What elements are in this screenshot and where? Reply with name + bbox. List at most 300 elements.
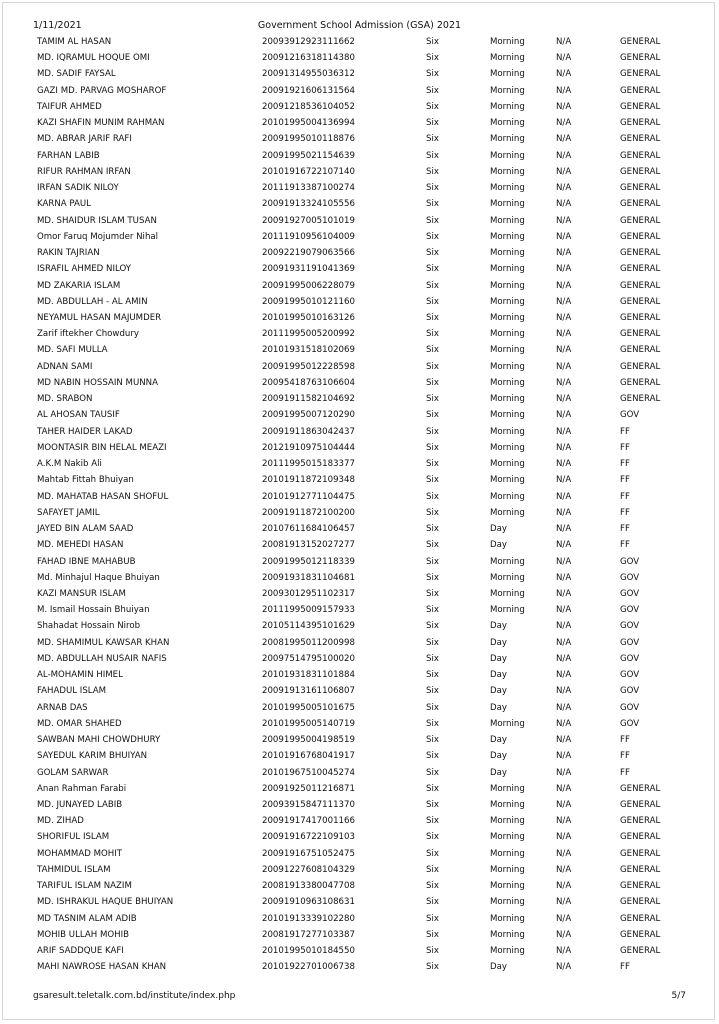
version-cell: N/A: [556, 832, 572, 843]
student-name: RAKIN TAJRIAN: [37, 248, 100, 259]
quota-cell: FF: [620, 426, 630, 437]
student-name: GOLAM SARWAR: [37, 767, 109, 778]
print-date: 1/11/2021: [33, 20, 82, 31]
version-cell: N/A: [556, 913, 572, 924]
quota-cell: GENERAL: [620, 800, 661, 811]
student-name: JAYED BIN ALAM SAAD: [37, 524, 134, 535]
table-row: [0, 862, 719, 878]
version-cell: N/A: [556, 800, 572, 811]
shift-cell: Morning: [490, 199, 525, 210]
table-row: [0, 554, 719, 570]
class-cell: Six: [426, 588, 439, 599]
class-cell: Six: [426, 475, 439, 486]
shift-cell: Morning: [490, 848, 525, 859]
student-name: MD. IQRAMUL HOQUE OMI: [37, 53, 150, 64]
shift-cell: Morning: [490, 800, 525, 811]
shift-cell: Morning: [490, 264, 525, 275]
student-name: ARNAB DAS: [37, 702, 88, 713]
roll-number: 20101995004136994: [262, 118, 355, 129]
quota-cell: GENERAL: [620, 312, 661, 323]
class-cell: Six: [426, 53, 439, 64]
quota-cell: GENERAL: [620, 231, 661, 242]
quota-cell: FF: [620, 767, 630, 778]
class-cell: Six: [426, 101, 439, 112]
roll-number: 20101916768041917: [262, 751, 355, 762]
version-cell: N/A: [556, 735, 572, 746]
student-name: SHORIFUL ISLAM: [37, 832, 110, 843]
table-row: [0, 765, 719, 781]
roll-number: 20093915847111370: [262, 800, 355, 811]
roll-number: 20111995009157933: [262, 605, 355, 616]
shift-cell: Morning: [490, 231, 525, 242]
class-cell: Six: [426, 69, 439, 80]
version-cell: N/A: [556, 215, 572, 226]
roll-number: 20081995011200998: [262, 637, 355, 648]
version-cell: N/A: [556, 410, 572, 421]
class-cell: Six: [426, 410, 439, 421]
table-row: [0, 959, 719, 975]
version-cell: N/A: [556, 718, 572, 729]
table-row: [0, 586, 719, 602]
roll-number: 20081917277103387: [262, 929, 355, 940]
class-cell: Six: [426, 832, 439, 843]
shift-cell: Morning: [490, 280, 525, 291]
shift-cell: Morning: [490, 150, 525, 161]
version-cell: N/A: [556, 69, 572, 80]
version-cell: N/A: [556, 248, 572, 259]
table-row: [0, 618, 719, 634]
shift-cell: Morning: [490, 329, 525, 340]
student-name: KAZI MANSUR ISLAM: [37, 588, 126, 599]
version-cell: N/A: [556, 329, 572, 340]
quota-cell: GENERAL: [620, 215, 661, 226]
table-row: [0, 521, 719, 537]
version-cell: N/A: [556, 929, 572, 940]
roll-number: 20091995021154639: [262, 150, 355, 161]
quota-cell: GENERAL: [620, 345, 661, 356]
student-name: KARNA PAUL: [37, 199, 91, 210]
roll-number: 20101911872109348: [262, 475, 355, 486]
version-cell: N/A: [556, 345, 572, 356]
table-row: [0, 894, 719, 910]
quota-cell: GENERAL: [620, 166, 661, 177]
quota-cell: GOV: [620, 588, 640, 599]
table-row: [0, 310, 719, 326]
roll-number: 20091913161106807: [262, 686, 355, 697]
student-name: FAHADUL ISLAM: [37, 686, 107, 697]
quota-cell: GENERAL: [620, 296, 661, 307]
version-cell: N/A: [556, 816, 572, 827]
shift-cell: Morning: [490, 459, 525, 470]
student-name: TARIFUL ISLAM NAZIM: [37, 881, 132, 892]
quota-cell: GENERAL: [620, 783, 661, 794]
shift-cell: Morning: [490, 361, 525, 372]
quota-cell: GENERAL: [620, 897, 661, 908]
table-row: [0, 602, 719, 618]
student-name: SAWBAN MAHI CHOWDHURY: [37, 735, 161, 746]
class-cell: Six: [426, 653, 439, 664]
student-name: MD. ABDULLAH - AL AMIN: [37, 296, 148, 307]
quota-cell: GOV: [620, 637, 640, 648]
version-cell: N/A: [556, 134, 572, 145]
student-name: ADNAN SAMI: [37, 361, 93, 372]
table-row: [0, 131, 719, 147]
version-cell: N/A: [556, 85, 572, 96]
page-title: Government School Admission (GSA) 2021: [257, 20, 462, 31]
table-row: [0, 667, 719, 683]
table-row: [0, 472, 719, 488]
shift-cell: Morning: [490, 394, 525, 405]
class-cell: Six: [426, 735, 439, 746]
student-name: MD. SADIF FAYSAL: [37, 69, 116, 80]
quota-cell: FF: [620, 524, 630, 535]
table-row: [0, 148, 719, 164]
shift-cell: Morning: [490, 215, 525, 226]
quota-cell: FF: [620, 751, 630, 762]
roll-number: 20101995005101675: [262, 702, 355, 713]
version-cell: N/A: [556, 653, 572, 664]
quota-cell: GOV: [620, 670, 640, 681]
version-cell: N/A: [556, 491, 572, 502]
quota-cell: GENERAL: [620, 929, 661, 940]
table-row: [0, 342, 719, 358]
shift-cell: Morning: [490, 69, 525, 80]
page-number: 5/7: [671, 991, 686, 1001]
table-row: [0, 196, 719, 212]
student-name: MD. SHAMIMUL KAWSAR KHAN: [37, 637, 170, 648]
table-row: [0, 846, 719, 862]
version-cell: N/A: [556, 572, 572, 583]
student-name: MD. MAHATAB HASAN SHOFUL: [37, 491, 169, 502]
roll-number: 20091931191041369: [262, 264, 355, 275]
version-cell: N/A: [556, 101, 572, 112]
quota-cell: GENERAL: [620, 848, 661, 859]
table-row: [0, 732, 719, 748]
student-name: Omor Faruq Mojumder Nihal: [37, 231, 159, 242]
roll-number: 20095418763106604: [262, 377, 355, 388]
shift-cell: Day: [490, 702, 507, 713]
roll-number: 20091995006228079: [262, 280, 355, 291]
table-row: [0, 180, 719, 196]
class-cell: Six: [426, 621, 439, 632]
class-cell: Six: [426, 718, 439, 729]
table-row: [0, 700, 719, 716]
shift-cell: Day: [490, 962, 507, 973]
shift-cell: Morning: [490, 718, 525, 729]
shift-cell: Day: [490, 767, 507, 778]
class-cell: Six: [426, 248, 439, 259]
roll-number: 20091314955036312: [262, 69, 355, 80]
version-cell: N/A: [556, 361, 572, 372]
table-row: [0, 66, 719, 82]
quota-cell: FF: [620, 507, 630, 518]
class-cell: Six: [426, 816, 439, 827]
quota-cell: FF: [620, 491, 630, 502]
roll-number: 20091227608104329: [262, 864, 355, 875]
class-cell: Six: [426, 280, 439, 291]
class-cell: Six: [426, 345, 439, 356]
table-row: [0, 748, 719, 764]
version-cell: N/A: [556, 670, 572, 681]
version-cell: N/A: [556, 507, 572, 518]
version-cell: N/A: [556, 946, 572, 957]
student-name: ARIF SADDQUE KAFI: [37, 946, 124, 957]
quota-cell: GENERAL: [620, 264, 661, 275]
class-cell: Six: [426, 605, 439, 616]
version-cell: N/A: [556, 377, 572, 388]
quota-cell: GENERAL: [620, 53, 661, 64]
version-cell: N/A: [556, 312, 572, 323]
shift-cell: Day: [490, 621, 507, 632]
student-name: RIFUR RAHMAN IRFAN: [37, 166, 131, 177]
quota-cell: GOV: [620, 702, 640, 713]
version-cell: N/A: [556, 118, 572, 129]
table-row: [0, 716, 719, 732]
version-cell: N/A: [556, 605, 572, 616]
roll-number: 20107611684106457: [262, 524, 355, 535]
table-row: [0, 326, 719, 342]
roll-number: 20101995005140719: [262, 718, 355, 729]
shift-cell: Morning: [490, 556, 525, 567]
class-cell: Six: [426, 556, 439, 567]
student-name: MOHIB ULLAH MOHIB: [37, 929, 130, 940]
table-row: [0, 245, 719, 261]
roll-number: 20091910963108631: [262, 897, 355, 908]
quota-cell: GENERAL: [620, 881, 661, 892]
roll-number: 20101931831101884: [262, 670, 355, 681]
version-cell: N/A: [556, 442, 572, 453]
roll-number: 20091995012118339: [262, 556, 355, 567]
roll-number: 20093912923111662: [262, 37, 355, 47]
table-row: [0, 213, 719, 229]
shift-cell: Morning: [490, 312, 525, 323]
admission-list: [0, 34, 719, 976]
roll-number: 20081913152027277: [262, 540, 355, 551]
student-name: MD. ISHRAKUL HAQUE BHUIYAN: [37, 897, 174, 908]
class-cell: Six: [426, 459, 439, 470]
class-cell: Six: [426, 199, 439, 210]
class-cell: Six: [426, 37, 439, 47]
student-name: MAHI NAWROSE HASAN KHAN: [37, 962, 167, 973]
roll-number: 20092219079063566: [262, 248, 355, 259]
shift-cell: Morning: [490, 913, 525, 924]
shift-cell: Morning: [490, 507, 525, 518]
roll-number: 20121910975104444: [262, 442, 355, 453]
quota-cell: GENERAL: [620, 134, 661, 145]
quota-cell: GENERAL: [620, 913, 661, 924]
table-row: [0, 440, 719, 456]
table-row: [0, 943, 719, 959]
shift-cell: Morning: [490, 897, 525, 908]
quota-cell: GOV: [620, 605, 640, 616]
shift-cell: Morning: [490, 37, 525, 47]
shift-cell: Morning: [490, 572, 525, 583]
table-row: [0, 683, 719, 699]
shift-cell: Morning: [490, 864, 525, 875]
roll-number: 20101995010163126: [262, 312, 355, 323]
class-cell: Six: [426, 897, 439, 908]
student-name: Shahadat Hossain Nirob: [37, 621, 141, 632]
version-cell: N/A: [556, 524, 572, 535]
student-name: MOONTASIR BIN HELAL MEAZI: [37, 442, 167, 453]
class-cell: Six: [426, 848, 439, 859]
quota-cell: GENERAL: [620, 946, 661, 957]
version-cell: N/A: [556, 37, 572, 47]
version-cell: N/A: [556, 588, 572, 599]
version-cell: N/A: [556, 767, 572, 778]
roll-number: 20101967510045274: [262, 767, 355, 778]
shift-cell: Day: [490, 670, 507, 681]
roll-number: 20091911863042437: [262, 426, 355, 437]
roll-number: 20091916751052475: [262, 848, 355, 859]
shift-cell: Morning: [490, 410, 525, 421]
roll-number: 20101931518102069: [262, 345, 355, 356]
table-row: [0, 229, 719, 245]
quota-cell: GENERAL: [620, 394, 661, 405]
class-cell: Six: [426, 524, 439, 535]
class-cell: Six: [426, 540, 439, 551]
class-cell: Six: [426, 491, 439, 502]
quota-cell: FF: [620, 475, 630, 486]
student-name: TAIFUR AHMED: [37, 101, 102, 112]
shift-cell: Morning: [490, 53, 525, 64]
class-cell: Six: [426, 296, 439, 307]
student-name: Anan Rahman Farabi: [37, 783, 127, 794]
version-cell: N/A: [556, 166, 572, 177]
shift-cell: Morning: [490, 183, 525, 194]
class-cell: Six: [426, 150, 439, 161]
class-cell: Six: [426, 394, 439, 405]
student-name: TAHER HAIDER LAKAD: [37, 426, 133, 437]
version-cell: N/A: [556, 556, 572, 567]
roll-number: 20101912771104475: [262, 491, 355, 502]
shift-cell: Day: [490, 735, 507, 746]
table-row: [0, 391, 719, 407]
shift-cell: Day: [490, 653, 507, 664]
table-row: [0, 359, 719, 375]
version-cell: N/A: [556, 264, 572, 275]
student-name: A.K.M Nakib Ali: [37, 459, 102, 470]
quota-cell: GENERAL: [620, 69, 661, 80]
quota-cell: GOV: [620, 410, 640, 421]
roll-number: 20081913380047708: [262, 881, 355, 892]
table-row: [0, 489, 719, 505]
shift-cell: Morning: [490, 605, 525, 616]
quota-cell: GOV: [620, 572, 640, 583]
version-cell: N/A: [556, 637, 572, 648]
student-name: Zarif iftekher Chowdury: [37, 329, 139, 340]
class-cell: Six: [426, 929, 439, 940]
version-cell: N/A: [556, 296, 572, 307]
version-cell: N/A: [556, 783, 572, 794]
shift-cell: Morning: [490, 85, 525, 96]
class-cell: Six: [426, 264, 439, 275]
class-cell: Six: [426, 377, 439, 388]
version-cell: N/A: [556, 426, 572, 437]
roll-number: 20091913324105556: [262, 199, 355, 210]
student-name: MD. SAFI MULLA: [37, 345, 108, 356]
student-name: MD ZAKARIA ISLAM: [37, 280, 121, 291]
table-row: [0, 813, 719, 829]
table-row: [0, 570, 719, 586]
table-row: [0, 651, 719, 667]
shift-cell: Morning: [490, 929, 525, 940]
roll-number: 20091916722109103: [262, 832, 355, 843]
table-row: [0, 375, 719, 391]
shift-cell: Morning: [490, 296, 525, 307]
student-name: ISRAFIL AHMED NILOY: [37, 264, 132, 275]
shift-cell: Morning: [490, 345, 525, 356]
roll-number: 20091216318114380: [262, 53, 355, 64]
student-name: GAZI MD. PARVAG MOSHAROF: [37, 85, 167, 96]
roll-number: 20091931831104681: [262, 572, 355, 583]
student-name: MD. ABDULLAH NUSAIR NAFIS: [37, 653, 167, 664]
roll-number: 20091925011216871: [262, 783, 355, 794]
version-cell: N/A: [556, 848, 572, 859]
class-cell: Six: [426, 183, 439, 194]
class-cell: Six: [426, 134, 439, 145]
quota-cell: GOV: [620, 686, 640, 697]
table-row: [0, 456, 719, 472]
quota-cell: GENERAL: [620, 280, 661, 291]
roll-number: 20101995010184550: [262, 946, 355, 957]
roll-number: 20091911872100200: [262, 507, 355, 518]
table-row: [0, 781, 719, 797]
class-cell: Six: [426, 767, 439, 778]
roll-number: 20091921606131564: [262, 85, 355, 96]
class-cell: Six: [426, 329, 439, 340]
table-row: [0, 829, 719, 845]
student-name: M. Ismail Hossain Bhuiyan: [37, 605, 150, 616]
table-row: [0, 99, 719, 115]
quota-cell: GENERAL: [620, 85, 661, 96]
quota-cell: GOV: [620, 556, 640, 567]
version-cell: N/A: [556, 280, 572, 291]
roll-number: 20091995010118876: [262, 134, 355, 145]
shift-cell: Day: [490, 686, 507, 697]
quota-cell: FF: [620, 442, 630, 453]
shift-cell: Day: [490, 751, 507, 762]
footer-url: gsaresult.teletalk.com.bd/institute/index.php: [33, 991, 236, 1001]
shift-cell: Morning: [490, 377, 525, 388]
shift-cell: Morning: [490, 881, 525, 892]
student-name: MOHAMMAD MOHIT: [37, 848, 123, 859]
version-cell: N/A: [556, 150, 572, 161]
version-cell: N/A: [556, 702, 572, 713]
student-name: MD. SHAIDUR ISLAM TUSAN: [37, 215, 157, 226]
roll-number: 20101916722107140: [262, 166, 355, 177]
student-name: MD. MEHEDI HASAN: [37, 540, 124, 551]
shift-cell: Morning: [490, 442, 525, 453]
quota-cell: FF: [620, 459, 630, 470]
class-cell: Six: [426, 913, 439, 924]
quota-cell: GENERAL: [620, 816, 661, 827]
roll-number: 20091927005101019: [262, 215, 355, 226]
shift-cell: Morning: [490, 101, 525, 112]
table-row: [0, 537, 719, 553]
class-cell: Six: [426, 231, 439, 242]
table-row: [0, 878, 719, 894]
version-cell: N/A: [556, 231, 572, 242]
class-cell: Six: [426, 800, 439, 811]
student-name: KAZI SHAFIN MUNIM RAHMAN: [37, 118, 165, 129]
student-name: FAHAD IBNE MAHABUB: [37, 556, 136, 567]
quota-cell: FF: [620, 962, 630, 973]
table-row: [0, 50, 719, 66]
quota-cell: GENERAL: [620, 248, 661, 259]
version-cell: N/A: [556, 897, 572, 908]
roll-number: 20091995012228598: [262, 361, 355, 372]
